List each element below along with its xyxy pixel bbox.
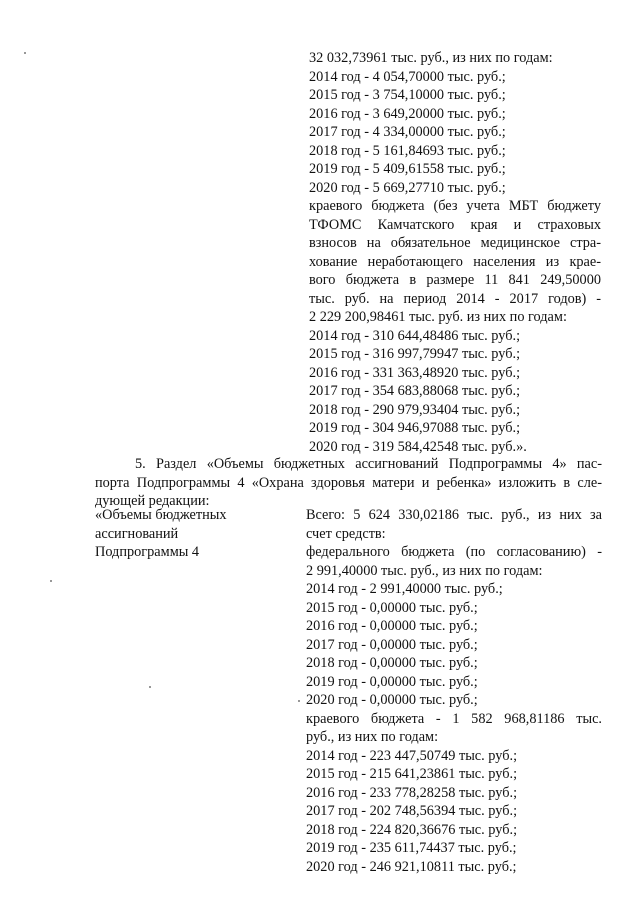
text-line: 2020 год - 319 584,42548 тыс. руб.». <box>309 438 527 455</box>
text-line: тыс. руб. на период 2014 - 2017 годов) - <box>309 290 601 307</box>
financing-continuation-block <box>309 49 601 456</box>
value-line: краевого бюджета - 1 582 968,81186 тыс. <box>306 710 602 727</box>
value-line: Всего: 5 624 330,02186 тыс. руб., из них за <box>306 507 602 523</box>
text-line: взносов на обязательное медицинское стра- <box>309 235 601 251</box>
text-line: 2017 год - 354 683,88068 тыс. руб.; <box>309 383 521 399</box>
value-line: федерального бюджета (по согласованию) - <box>306 544 602 560</box>
passport-row-value <box>306 506 602 876</box>
value-line: 2018 год - 0,00000 тыс. руб.; <box>306 655 478 671</box>
paragraph-line: 5. Раздел «Объемы бюджетных ассигнований Подпрограммы 4» пас- <box>135 456 602 472</box>
text-line: 2020 год - 5 669,27710 тыс. руб.; <box>309 179 506 196</box>
value-line: 2018 год - 224 820,36676 тыс. руб.; <box>306 821 518 838</box>
value-line: 2014 год - 223 447,50749 тыс. руб.; <box>306 747 518 764</box>
text-line: краевого бюджета (без учета МБТ бюджету <box>309 198 601 214</box>
value-line: 2020 год - 0,00000 тыс. руб.; <box>306 692 478 708</box>
text-line: 2018 год - 5 161,84693 тыс. руб.; <box>309 142 506 159</box>
text-line: 2 229 200,98461 тыс. руб. из них по годам: <box>309 309 567 325</box>
text-line: ТФОМС Камчатского края и страховых <box>309 216 601 233</box>
value-line: руб., из них по годам: <box>306 729 439 745</box>
passport-row-label <box>95 506 285 562</box>
text-line: 2015 год - 3 754,10000 тыс. руб.; <box>309 87 506 103</box>
text-line: 2016 год - 331 363,48920 тыс. руб.; <box>309 364 521 381</box>
text-line: 2017 год - 4 334,00000 тыс. руб.; <box>309 124 506 140</box>
value-line: 2015 год - 0,00000 тыс. руб.; <box>306 599 478 616</box>
text-line: 2019 год - 304 946,97088 тыс. руб.; <box>309 420 521 436</box>
value-line: 2017 год - 202 748,56394 тыс. руб.; <box>306 803 518 819</box>
label-line: ассигнований <box>95 525 179 542</box>
label-line: «Объемы бюджетных <box>95 507 227 523</box>
text-line: 2019 год - 5 409,61558 тыс. руб.; <box>309 161 506 177</box>
label-line: Подпрограммы 4 <box>95 544 200 560</box>
value-line: 2 991,40000 тыс. руб., из них по годам: <box>306 562 543 579</box>
value-line: 2019 год - 235 611,74437 тыс. руб.; <box>306 840 517 856</box>
value-line: 2016 год - 233 778,28258 тыс. руб.; <box>306 784 518 801</box>
value-line: 2020 год - 246 921,10811 тыс. руб.; <box>306 858 517 875</box>
scan-speck <box>149 686 151 688</box>
scan-speck <box>298 700 300 702</box>
value-line: 2016 год - 0,00000 тыс. руб.; <box>306 618 478 634</box>
text-line: 2018 год - 290 979,93404 тыс. руб.; <box>309 401 521 418</box>
paragraph-line: дующей редакции: <box>95 493 210 509</box>
text-line: 2015 год - 316 997,79947 тыс. руб.; <box>309 346 521 362</box>
scan-speck <box>50 580 52 582</box>
text-line: вого бюджета в размере 11 841 249,50000 <box>309 272 601 288</box>
scan-speck <box>24 52 26 54</box>
value-line: 2017 год - 0,00000 тыс. руб.; <box>306 636 478 653</box>
value-line: 2019 год - 0,00000 тыс. руб.; <box>306 673 478 690</box>
text-line: 32 032,73961 тыс. руб., из них по годам: <box>309 50 553 66</box>
value-line: счет средств: <box>306 525 386 542</box>
text-line: 2014 год - 310 644,48486 тыс. руб.; <box>309 327 521 344</box>
paragraph-line: порта Подпрограммы 4 «Охрана здоровья матери и ребенка» изложить в сле- <box>95 474 602 491</box>
value-line: 2014 год - 2 991,40000 тыс. руб.; <box>306 581 503 597</box>
section-5-paragraph <box>95 455 602 511</box>
text-line: хование неработающего населения из крае- <box>309 253 601 270</box>
value-line: 2015 год - 215 641,23861 тыс. руб.; <box>306 766 518 782</box>
text-line: 2016 год - 3 649,20000 тыс. руб.; <box>309 105 506 122</box>
text-line: 2014 год - 4 054,70000 тыс. руб.; <box>309 68 506 85</box>
